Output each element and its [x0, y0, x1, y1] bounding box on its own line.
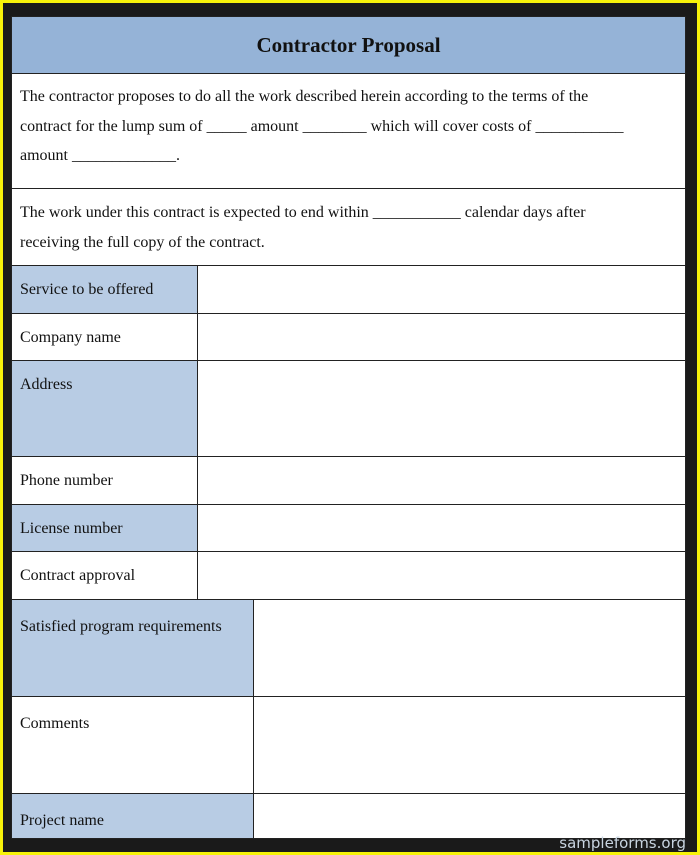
field-label: Project name [12, 794, 254, 838]
form-title: Contractor Proposal [12, 17, 685, 74]
form-row-comments [12, 697, 685, 794]
form-row-license [12, 505, 685, 552]
paragraph-line: amount _____________. [20, 147, 180, 164]
phone-number-field[interactable] [198, 457, 685, 504]
form-sheet [11, 16, 686, 839]
field-label: Company name [12, 314, 198, 360]
field-label: Satisfied program requirements [12, 600, 254, 696]
form-row-requirements [12, 600, 685, 697]
field-label: Comments [12, 697, 254, 793]
service-field[interactable] [198, 266, 685, 313]
address-field[interactable] [198, 361, 685, 456]
field-label: Address [12, 361, 198, 456]
completion-paragraph [12, 189, 685, 266]
lump-sum-paragraph [12, 73, 685, 189]
project-name-field[interactable] [254, 794, 685, 838]
watermark: sampleforms.org [559, 834, 686, 852]
field-label: Phone number [12, 457, 198, 504]
requirements-field[interactable] [254, 600, 685, 696]
paragraph-line: receiving the full copy of the contract. [20, 233, 265, 251]
paragraph-line: The contractor proposes to do all the work described herein according to the terms of the [20, 88, 589, 105]
form-row-project [12, 794, 685, 838]
paragraph-line: The work under this contract is expected to end within ___________ calendar days after [20, 204, 586, 221]
field-label: Service to be offered [12, 266, 198, 313]
field-label: Contract approval [12, 552, 198, 599]
form-row-service [12, 266, 685, 314]
field-label: License number [12, 505, 198, 551]
form-row-address [12, 361, 685, 457]
form-row-company [12, 314, 685, 361]
contract-approval-field[interactable] [198, 552, 685, 599]
paragraph-line: contract for the lump sum of _____ amount ________ which will cover costs of ___________ [20, 117, 624, 135]
form-row-approval [12, 552, 685, 600]
form-row-phone [12, 457, 685, 505]
license-number-field[interactable] [198, 505, 685, 551]
comments-field[interactable] [254, 697, 685, 793]
company-name-field[interactable] [198, 314, 685, 360]
